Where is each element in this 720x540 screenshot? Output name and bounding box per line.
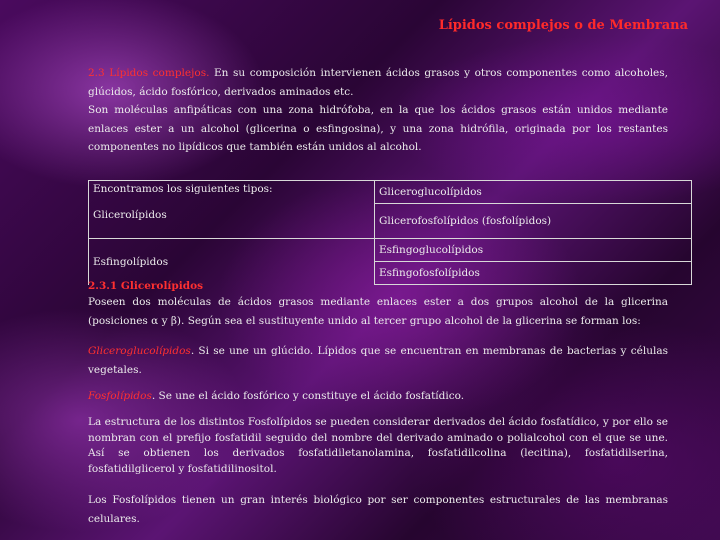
intro-paragraph xyxy=(88,64,668,157)
item-gliceroglucolipidos: Gliceroglucolípidos xyxy=(375,181,692,204)
table-row xyxy=(89,181,692,204)
intro-text-1: En su composición intervienen ácidos grasos y otros componentes como alcoholes, glúcidos, ácido fosfórico, derivados aminados etc. xyxy=(88,67,668,98)
table-header: Encontramos los siguientes tipos: xyxy=(93,183,273,195)
group-glicerolipidos: Glicerolípidos xyxy=(93,209,167,221)
fosfolipidos-term: Fosfolípidos xyxy=(88,390,152,402)
interes-paragraph: Los Fosfolípidos tienen un gran interés biológico por ser componentes estructurales de las membranas celulares. xyxy=(88,494,668,525)
estructura-paragraph: La estructura de los distintos Fosfolípidos se pueden considerar derivados del ácido fosfatídico, y por ello se nombran con el prefijo fosfatidil seguido del nombre del derivado aminado o polialcohol con el que se une. Así se obtienen los derivados fosfatidiletanolamina, fosfatidilcolina (lecitina), fosfatidilserina, fosfatidilglicerol y fosfatidilinositol. xyxy=(88,416,668,475)
item-esfingoglucolipidos: Esfingoglucolípidos xyxy=(375,239,692,262)
item-esfingofosfolipidos: Esfingofosfolípidos xyxy=(375,262,692,285)
table-row xyxy=(89,239,692,262)
lipid-types-table xyxy=(88,180,692,285)
intro-heading: 2.3 Lípidos complejos. xyxy=(88,67,210,79)
section-heading: 2.3.1 Glicerolípidos xyxy=(88,280,204,292)
fosfolipidos-paragraph xyxy=(88,387,668,406)
gliceroglucolipidos-paragraph xyxy=(88,342,668,379)
item-glicerofosfolipidos: Glicerofosfolípidos (fosfolípidos) xyxy=(375,204,692,239)
glicerolipidos-cell xyxy=(89,181,375,239)
gliceroglucolipidos-text: . Si se une un glúcido. Lípidos que se encuentran en membranas de bacterias y células vegetales. xyxy=(88,345,668,376)
section-glicerolipidos xyxy=(88,280,668,330)
gliceroglucolipidos-term: Gliceroglucolípidos xyxy=(88,345,191,357)
fosfolipidos-text: . Se une el ácido fosfórico y constituye el ácido fosfatídico. xyxy=(151,390,465,402)
group-esfingolipidos: Esfingolípidos xyxy=(89,239,375,285)
page-title: Lípidos complejos o de Membrana xyxy=(438,18,688,33)
intro-text-2: Son moléculas anfipáticas con una zona hidrófoba, en la que los ácidos grasos están unidos mediante enlaces ester a un alcohol (glicerina o esfingosina), y una zona hidrófila, originada por los restantes componentes no lipídicos que también están unidos al alcohol. xyxy=(88,104,668,153)
section-text: Poseen dos moléculas de ácidos grasos mediante enlaces ester a dos grupos alcohol de la glicerina (posiciones α y β). Según sea el sustituyente unido al tercer grupo alcohol de la glicerina se forman los: xyxy=(88,296,668,327)
